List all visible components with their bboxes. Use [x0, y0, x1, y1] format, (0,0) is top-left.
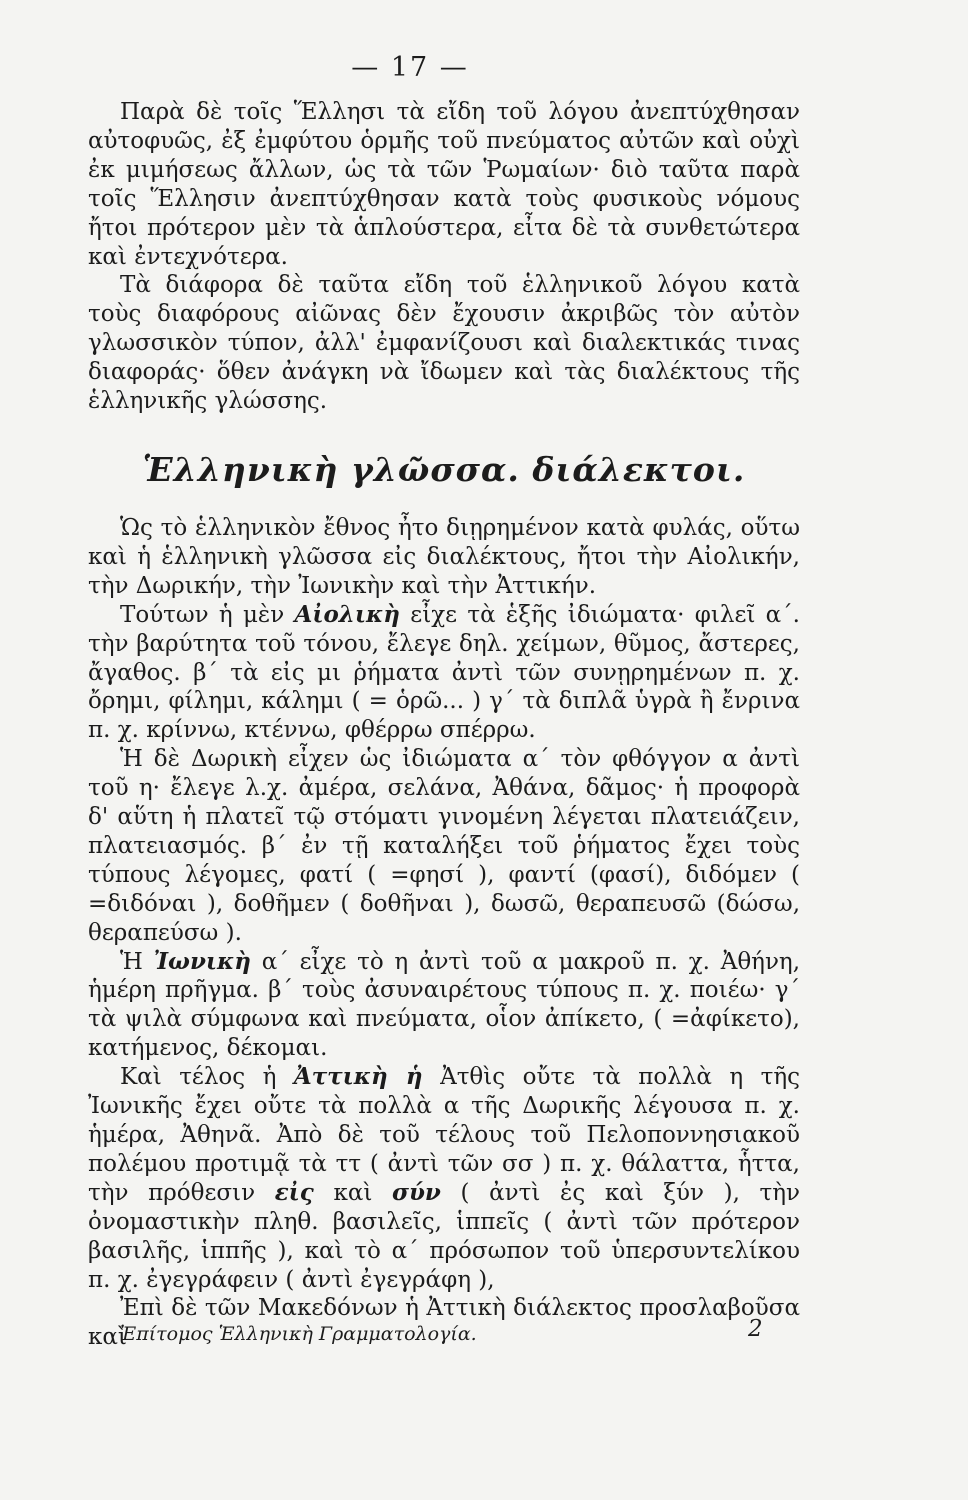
- attic-term: Ἀττικὴ ἡ: [293, 1063, 423, 1091]
- paragraph-dialects: Ὡς τὸ ἑλληνικὸν ἔθνος ἦτο διῃρημένον κατὰ φυλάς, οὕτω καὶ ἡ ἑλληνικὴ γλῶσσα εἰς διαλέκτους, ἤτοι τὴν Αἰολικήν, τὴν Δωρικήν, τὴν Ἰωνικὴν καὶ τὴν Ἀττικήν.: [88, 514, 800, 599]
- attic-term-eis: εἰς: [274, 1178, 314, 1206]
- attic-text-cont: ( ἀντὶ ἐς καὶ ξύν ), τὴν ὀνομαστικὴν πληθ. βασιλεῖς, ἱππεῖς ( ἀντὶ τῶν πρότερον βασιλῆς, ἱππῆς ), καὶ τὸ α΄ πρόσωπον τοῦ ὑπερσυντελίκου π. χ. ἐγεγράφειν ( ἀντὶ ἐγεγράφη ),: [88, 1179, 801, 1293]
- attic-term-syn: σύν: [392, 1178, 441, 1206]
- signature-mark: 2: [748, 1316, 763, 1342]
- paragraph-attic: [88, 1063, 800, 1294]
- paragraph-ionic: [88, 948, 800, 1064]
- paragraph-macedonian: Ἐπὶ δὲ τῶν Μακεδόνων ἡ Ἀττικὴ διάλεκτος προσλαβοῦσα καὶ: [88, 1295, 800, 1351]
- ionic-term: Ἰωνικὴ: [153, 947, 252, 975]
- attic-text-kai: καὶ: [333, 1179, 373, 1206]
- paragraph-aeolic: [88, 601, 800, 746]
- ionic-text: α΄ εἶχε τὸ η ἀντὶ τοῦ α μακροῦ π. χ. Ἀθήνη, ἡμέρη πρῆγμα. β΄ τοὺς ἀσυναιρέτους τύπους π. χ. ποιέω· γ΄ τὰ ψιλὰ σύμφωνα καὶ πνεύματα, οἷον ἀπίκετο, ( =ἀφίκετο), κατήμενος, δέκομαι.: [88, 948, 801, 1062]
- page-number: — 17 —: [351, 52, 469, 83]
- attic-lead: Καὶ τέλος ἡ: [120, 1064, 277, 1091]
- body-text: [88, 98, 800, 1352]
- footer-book-title: Ἐπίτομος Ἑλληνικὴ Γραμματολογία.: [120, 1323, 477, 1345]
- paragraph-intro: Παρὰ δὲ τοῖς Ἕλλησι τὰ εἴδη τοῦ λόγου ἀνεπτύχθησαν αὐτοφυῶς, ἐξ ἐμφύτου ὁρμῆς τοῦ πνεύματος αὐτῶν καὶ οὐχὶ ἐκ μιμήσεως ἄλλων, ὡς τὰ τῶν Ῥωμαίων· διὸ ταῦτα παρὰ τοῖς Ἕλλησιν ἀνεπτύχθησαν κατὰ τοὺς φυσικοὺς νόμους ἤτοι πρότερον μὲν τὰ ἁπλούστερα, εἶτα δὲ τὰ συνθετώτερα καὶ ἐντεχνότερα.: [88, 99, 800, 270]
- section-heading: Ἑλληνικὴ γλῶσσα. διάλεκτοι.: [142, 449, 746, 489]
- ionic-lead: Ἡ: [120, 948, 143, 975]
- aeolic-term: Αἰολικὴ: [294, 600, 401, 628]
- paragraph-varieties: Τὰ διάφορα δὲ ταῦτα εἴδη τοῦ ἑλληνικοῦ λόγου κατὰ τοὺς διαφόρους αἰῶνας δὲν ἔχουσιν ἀκριβῶς τὸν αὐτὸν γλωσσικὸν τύπον, ἀλλ' ἐμφανίζουσι καὶ διαλεκτικάς τινας διαφοράς· ὅθεν ἀνάγκη νὰ ἴδωμεν καὶ τὰς διαλέκτους τῆς ἑλληνικῆς γλώσσης.: [88, 272, 800, 415]
- aeolic-text: εἶχε τὰ ἑξῆς ἰδιώματα· φιλεῖ α΄. τὴν βαρύτητα τοῦ τόνου, ἔλεγε δηλ. χείμων, θῦμος, ἄστερες, ἄγαθος. β΄ τὰ εἰς μι ῥήματα ἀντὶ τῶν συνῃρημένων π. χ. ὄρημι, φίλημι, κάλημι ( = ὁρῶ... ) γ΄ τὰ διπλᾶ ὑγρὰ ἢ ἔνρινα π. χ. κρίννω, κτέννω, φθέρρω σπέρρω.: [88, 601, 800, 744]
- attic-text: Ἀτθὶς οὔτε τὰ πολλὰ η τῆς Ἰωνικῆς ἔχει οὔτε τὰ πολλὰ α τῆς Δωρικῆς λέγουσα π. χ. ἡμέρα, Ἀθηνᾶ. Ἀπὸ δὲ τοῦ τέλους τοῦ Πελοποννησιακοῦ πολέμου προτιμᾷ τὰ ττ ( ἀντὶ τῶν σσ ) π. χ. θάλαττα, ἧττα, τὴν πρόθεσιν: [88, 1064, 800, 1206]
- aeolic-lead: Τούτων ἡ μὲν: [120, 601, 285, 628]
- paragraph-doric: Ἡ δὲ Δωρικὴ εἶχεν ὡς ἰδιώματα α΄ τὸν φθόγγον α ἀντὶ τοῦ η· ἔλεγε λ.χ. ἀμέρα, σελάνα, Ἀθάνα, δᾶμος· ἡ προφορὰ δ' αὕτη ἡ πλατεῖ τῷ στόματι γινομένη λέγεται πλατειάζειν, πλατειασμός. β΄ ἐν τῇ καταλήξει τοῦ ῥήματος ἔχει τοὺς τύπους λέγομες, φατί ( =φησί ), φαντί (φασί), διδόμεν ( =διδόναι ), δοθῆμεν ( δοθῆναι ), δωσῶ, θεραπευσῶ (δώσω, θεραπεύσω ).: [88, 746, 800, 946]
